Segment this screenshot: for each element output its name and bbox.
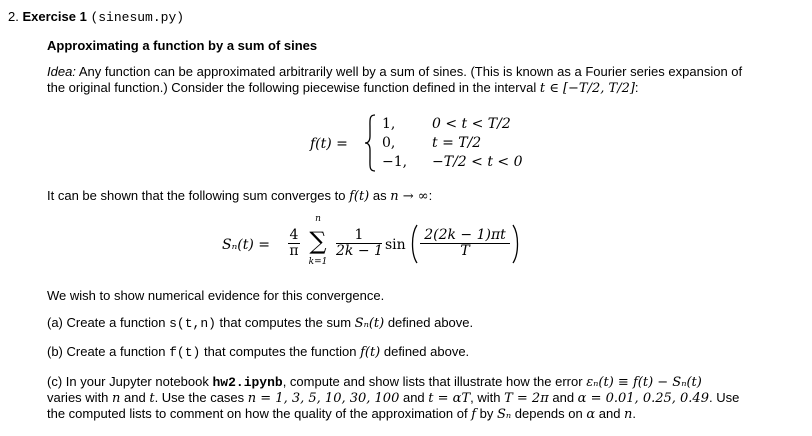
piecewise-lhs: f(t) = (310, 136, 348, 152)
sum-lower: k=1 (308, 257, 328, 267)
text: It can be shown that the following sum converges to (47, 188, 350, 203)
colon: : (634, 80, 639, 95)
math: α (586, 407, 596, 422)
text: as (369, 188, 391, 203)
text: (b) Create a function (47, 344, 170, 359)
text: and (595, 406, 625, 421)
idea-text: Any function can be approximated arbitrarily well by a sum of sines. (This is known as a Fourier series expansion of (75, 64, 743, 79)
part-c-line-3 (47, 406, 636, 423)
case-condition: −T/2 < t < 0 (432, 154, 523, 170)
math: f (471, 407, 476, 422)
text: : (428, 188, 433, 203)
idea-line-1 (47, 64, 742, 80)
text: and (399, 390, 429, 405)
part-a (47, 315, 473, 332)
wish-text: We wish to show numerical evidence for this convergence. (47, 288, 385, 303)
coef-fraction (288, 228, 300, 259)
case-condition: t = T/2 (432, 135, 482, 151)
text: varies with (47, 390, 113, 405)
part-c-line-1 (47, 374, 702, 391)
text: by (476, 406, 497, 421)
case-condition: 0 < t < T/2 (432, 116, 511, 132)
text: that computes the function (200, 344, 361, 359)
item-number: 2. (8, 9, 19, 24)
brace-icon (364, 114, 376, 172)
text: (c) In your Jupyter notebook (47, 374, 213, 389)
case-value: 1, (382, 116, 396, 132)
math: n (624, 407, 633, 422)
argument-fraction (420, 228, 510, 259)
code-f: f(t) (169, 345, 201, 360)
numerator: 1 (336, 228, 382, 244)
part-b (47, 344, 469, 361)
math-limit: n → ∞ (390, 189, 429, 204)
denominator: π (289, 243, 299, 259)
left-paren (410, 224, 418, 264)
denominator: T (460, 243, 470, 259)
text: defined above. (380, 344, 470, 359)
idea-line-2 (47, 80, 639, 97)
converge-line (47, 188, 432, 205)
numerator: 4 (289, 227, 299, 243)
denominator: 2k − 1 (336, 243, 383, 259)
text: (a) Create a function (47, 315, 170, 330)
case-value: −1, (382, 154, 408, 170)
math-t-cases: t = αT (428, 391, 471, 406)
code-s: s(t,n) (169, 316, 216, 331)
sin-function: sin (385, 237, 406, 253)
text: , compute and show lists that illustrate how the error (282, 374, 587, 389)
idea-text-2: the original function.) Consider the following piecewise function defined in the interval (47, 80, 540, 95)
text: . (632, 406, 637, 421)
notebook-name: hw2.ipynb (212, 375, 283, 390)
math-alpha-cases: α = 0.01, 0.25, 0.49 (577, 391, 709, 406)
math: Sₙ (496, 407, 512, 422)
text: . Use the cases (154, 390, 248, 405)
text: defined above. (384, 315, 474, 330)
text: . Use (708, 390, 740, 405)
part-c-line-2 (47, 390, 739, 407)
math: t (149, 391, 155, 406)
sum-upper: n (315, 214, 321, 224)
text: and (548, 390, 578, 405)
numerator: 2(2k − 1)πt (420, 228, 510, 244)
section-heading: Approximating a function by a sum of sines (47, 38, 318, 53)
math: n (112, 391, 121, 406)
math-T: T = 2π (504, 391, 549, 406)
case-value: 0, (382, 135, 396, 151)
math-ft: f(t) (349, 189, 370, 204)
math-error: εₙ(t) ≡ f(t) − Sₙ(t) (586, 375, 702, 390)
text: , with (470, 390, 505, 405)
math-f: f(t) (360, 345, 381, 360)
exercise-file: (sinesum.py) (90, 10, 185, 25)
math-n-cases: n = 1, 3, 5, 10, 30, 100 (247, 391, 400, 406)
idea-label: Idea: (47, 64, 76, 79)
text: depends on (511, 406, 587, 421)
right-paren (512, 224, 520, 264)
term-fraction (336, 228, 382, 259)
text: that computes the sum (215, 315, 355, 330)
math-sn: Sₙ(t) (354, 316, 385, 331)
exercise-title: Exercise 1 (22, 9, 87, 24)
interval-math: t ∈ [−T/2, T/2] (539, 81, 635, 96)
sigma-icon: ∑ (309, 227, 327, 255)
exercise-header (8, 9, 184, 26)
text: the computed lists to comment on how the quality of the approximation of (47, 406, 472, 421)
text: and (120, 390, 150, 405)
sum-lhs: Sₙ(t) = (222, 237, 270, 253)
